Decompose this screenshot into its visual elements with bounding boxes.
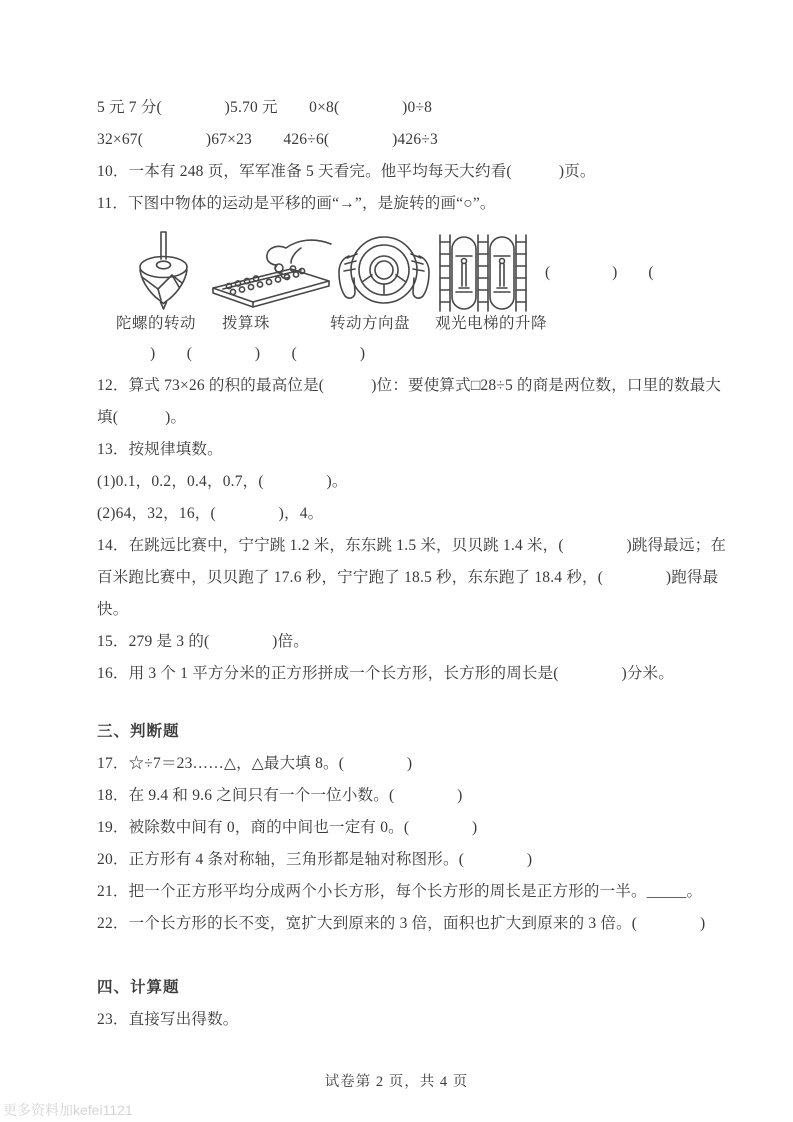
figure-label-steering-wheel: 转动方向盘 [330,315,411,332]
question-11-figures [97,230,717,338]
question-23: 23．直接写出得数。 [97,1011,239,1028]
answer-blanks-row-bottom: ) ( ) ( ) [150,345,366,362]
question-11: 11．下图中物体的运动是平移的画“→”，是旋转的画“○”。 [97,195,496,212]
page-content [97,92,727,1036]
section-heading-calc: 四、计算题 [97,979,180,996]
abacus-icon [209,236,333,312]
question-14-line-3: 快。 [97,601,129,618]
question-10: 10．一本有 248 页，军军准备 5 天看完。他平均每天大约看( )页。 [97,163,596,180]
watermark-text: 更多资料加kefei1121 [3,1102,133,1118]
section-heading-judge: 三、判断题 [97,723,180,740]
answer-blanks-row-top: ( ) ( [545,264,654,281]
question-14-line-2: 百米跑比赛中，贝贝跑了 17.6 秒，宁宁跑了 18.5 秒，东东跑了 18.4 秒，( )跑得最 [97,569,719,586]
question-18: 18．在 9.4 和 9.6 之间只有一个一位小数。( ) [97,787,463,804]
question-13-sub-1: (1)0.1，0.2，0.4，0.7，( )。 [97,473,348,490]
question-13-sub-2: (2)64，32，16，( )，4。 [97,505,324,522]
figure-label-spinning-top: 陀螺的转动 [116,315,197,332]
question-15: 15．279 是 3 的( )倍。 [97,633,309,650]
question-21: 21．把一个正方形平均分成两个小长方形，每个长方形的周长是正方形的一半。_____。 [97,883,703,900]
elevator-icon [437,234,529,312]
question-12-line-2: 填( )。 [97,409,187,426]
question-22: 22．一个长方形的长不变，宽扩大到原来的 3 倍，面积也扩大到原来的 3 倍。( ) [97,915,706,932]
question-20: 20．正方形有 4 条对称轴，三角形都是轴对称图形。( ) [97,851,533,868]
comparison-line-1: 5 元 7 分( )5.70 元 0×8( )0÷8 [97,99,433,116]
question-14-line-1: 14．在跳远比赛中，宁宁跳 1.2 米，东东跳 1.5 米，贝贝跳 1.4 米，( )跳得最远；在 [97,537,727,554]
question-16: 16．用 3 个 1 平方分米的正方形拼成一个长方形，长方形的周长是( )分米。 [97,665,674,682]
comparison-line-2: 32×67( )67×23 426÷6( )426÷3 [97,131,438,148]
spinning-top-icon [127,230,201,312]
figure-label-abacus: 拨算珠 [222,315,271,332]
question-12-line-1: 12．算式 73×26 的积的最高位是( )位：要使算式□28÷5 的商是两位数，口里的数最大 [97,377,722,394]
page-footer: 试卷第 2 页，共 4 页 [324,1074,469,1090]
steering-wheel-icon [335,230,433,312]
question-13: 13．按规律填数。 [97,441,223,458]
question-17: 17．☆÷7＝23……△，△最大填 8。( ) [97,755,413,772]
figure-label-elevator: 观光电梯的升降 [435,315,548,332]
question-19: 19．被除数中间有 0，商的中间也一定有 0。( ) [97,819,478,836]
